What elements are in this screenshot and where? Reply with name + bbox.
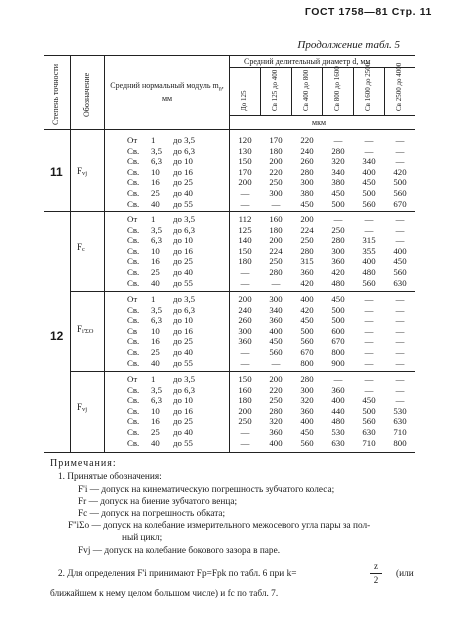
table-cell: 150 xyxy=(238,245,252,256)
table-cell: — xyxy=(364,145,374,156)
module-range: Св. 6,3 до 10 xyxy=(127,156,193,167)
table-cell: — xyxy=(364,135,374,145)
module-range: Св. 25 до 40 xyxy=(127,188,193,198)
module-range: Св. 16 до 25 xyxy=(127,336,193,347)
table-cell: 420 xyxy=(331,267,345,277)
module-range: Св. 25 до 40 xyxy=(127,347,193,357)
module-range: Св. 25 до 40 xyxy=(127,267,193,277)
table-cell: 560 xyxy=(269,347,283,357)
table-cell: — xyxy=(240,437,250,448)
table-cell: 560 xyxy=(362,416,376,427)
module-range: Св. 6,3 до 10 xyxy=(127,395,193,406)
table-cell: 120 xyxy=(238,135,252,145)
table-cell: 380 xyxy=(331,177,345,188)
table-cell: 560 xyxy=(362,198,376,209)
table-cell: 280 xyxy=(331,145,345,156)
accuracy-degree: 12 xyxy=(50,329,64,343)
table-cell: 560 xyxy=(393,267,407,277)
note-def-5: Fvj — допуск на колебание бокового зазора в паре. xyxy=(78,546,281,556)
table-cell: 360 xyxy=(331,256,345,267)
module-range: Св. 6,3 до 10 xyxy=(127,235,193,246)
table-cell: 160 xyxy=(269,214,283,224)
table-cell: 112 xyxy=(238,214,252,224)
degree-divider xyxy=(44,211,70,212)
table-cell: 500 xyxy=(331,315,345,326)
table-cell: 450 xyxy=(300,198,314,209)
module-range: Св. 16 до 25 xyxy=(127,177,193,188)
table-cell: 450 xyxy=(269,336,283,347)
table-cell: 200 xyxy=(238,405,252,416)
table-cell: 250 xyxy=(269,395,283,406)
module-range: Св. 16 до 25 xyxy=(127,416,193,427)
table-cell: 300 xyxy=(300,177,314,188)
row-designation: $F_{vj}$ xyxy=(77,402,88,413)
table-cell: 800 xyxy=(300,357,314,368)
table-cell: 220 xyxy=(269,166,283,177)
table-cell: 220 xyxy=(300,135,314,145)
note-def-4: F''iΣo — допуск на колебание измерительного межосевого угла пары за пол- xyxy=(68,521,371,531)
table-cell: 400 xyxy=(269,325,283,336)
col-divider-degree xyxy=(70,55,71,452)
table-cell: 800 xyxy=(393,437,407,448)
table-cell: 360 xyxy=(269,315,283,326)
table-cell: 250 xyxy=(331,224,345,235)
row-designation: $F_{vj}$ xyxy=(77,166,88,177)
table-cell: — xyxy=(395,214,405,224)
table-cell: 320 xyxy=(269,416,283,427)
table-cell: 300 xyxy=(269,188,283,198)
col-divider-d2 xyxy=(291,67,292,115)
table-cell: 800 xyxy=(331,347,345,357)
table-cell: — xyxy=(271,357,281,368)
tolerance-table xyxy=(44,55,415,452)
notes-title: Примечания: xyxy=(50,458,117,469)
table-cell: 450 xyxy=(300,427,314,437)
table-cell: 450 xyxy=(362,395,376,406)
table-cell: 260 xyxy=(238,315,252,326)
header-diameter-range: Св 125 до 400 xyxy=(271,69,279,111)
table-cell: 630 xyxy=(362,427,376,437)
table-cell: — xyxy=(364,315,374,326)
table-cell: 250 xyxy=(269,177,283,188)
table-cell: 315 xyxy=(362,235,376,246)
note-item-1: 1. Принятые обозначения: xyxy=(58,472,162,482)
table-cell: 160 xyxy=(238,384,252,395)
table-cell: 140 xyxy=(238,235,252,246)
table-cell: 280 xyxy=(300,245,314,256)
table-cell: 150 xyxy=(238,156,252,167)
table-cell: 260 xyxy=(300,156,314,167)
table-cell: 500 xyxy=(362,405,376,416)
table-cell: 400 xyxy=(393,245,407,256)
note-def-2: Fr — допуск на биение зубчатого венца; xyxy=(78,497,238,507)
table-cell: 240 xyxy=(300,145,314,156)
table-cell: — xyxy=(395,347,405,357)
note-def-4-cont: ный цикл; xyxy=(122,533,163,543)
accuracy-degree: 11 xyxy=(50,165,63,179)
table-cell: — xyxy=(395,304,405,315)
table-cell: 200 xyxy=(238,294,252,304)
col-divider-designation xyxy=(104,55,105,452)
table-cell: 240 xyxy=(238,304,252,315)
table-cell: — xyxy=(395,135,405,145)
module-range: От 1 до 3,5 xyxy=(127,214,196,224)
note-item-2-cont: ближайшем к нему целом большом числе) и fc по табл. 7. xyxy=(50,589,279,599)
fraction-numerator: z xyxy=(374,561,378,571)
table-cell: 420 xyxy=(300,277,314,288)
unit-row-divider xyxy=(229,115,415,116)
header-diameter-range: Св 1600 до 2500 xyxy=(364,62,372,111)
table-cell: 560 xyxy=(362,277,376,288)
table-cell: — xyxy=(395,315,405,326)
table-cell: — xyxy=(240,357,250,368)
table-cell: 500 xyxy=(362,188,376,198)
table-cell: 220 xyxy=(269,384,283,395)
module-range: От 1 до 3,5 xyxy=(127,135,196,145)
table-cell: 224 xyxy=(300,224,314,235)
table-cell: 280 xyxy=(331,235,345,246)
table-cell: 710 xyxy=(393,427,407,437)
table-cell: 630 xyxy=(393,277,407,288)
table-cell: — xyxy=(364,294,374,304)
table-cell: — xyxy=(364,304,374,315)
table-cell: 300 xyxy=(300,384,314,395)
table-cell: — xyxy=(333,214,343,224)
col-divider-d4 xyxy=(353,67,354,115)
module-range: Св. 3,5 до 6,3 xyxy=(127,224,196,235)
table-cell: 180 xyxy=(269,145,283,156)
table-cell: 450 xyxy=(331,294,345,304)
header-diameter-range: Св 2500 до 4000 xyxy=(395,62,403,111)
table-cell: 530 xyxy=(331,427,345,437)
header-designation: Обозначение xyxy=(82,72,91,117)
table-cell: 300 xyxy=(269,294,283,304)
table-cell: 480 xyxy=(331,416,345,427)
table-cell: 560 xyxy=(300,437,314,448)
table-cell: 400 xyxy=(362,256,376,267)
table-cell: — xyxy=(364,224,374,235)
table-cell: 480 xyxy=(362,267,376,277)
table-cell: 400 xyxy=(362,166,376,177)
table-cell: — xyxy=(271,198,281,209)
group-divider-1 xyxy=(70,211,415,212)
row-designation: $F_{i'\Sigma O}$ xyxy=(77,324,94,335)
header-diameter: Средний делительный диаметр d, мм xyxy=(244,57,371,66)
table-cell: 400 xyxy=(331,395,345,406)
module-range: Св. 3,5 до 6,3 xyxy=(127,384,196,395)
table-cell: 180 xyxy=(238,256,252,267)
table-cell: 500 xyxy=(331,198,345,209)
table-cell: 280 xyxy=(300,374,314,384)
module-range: Св. 25 до 40 xyxy=(127,427,193,437)
table-cell: — xyxy=(364,325,374,336)
header-module: Средний нормальный модуль $m_n$, мм xyxy=(110,81,224,104)
table-cell: 420 xyxy=(393,166,407,177)
table-cell: 170 xyxy=(238,166,252,177)
table-cell: 670 xyxy=(393,198,407,209)
table-cell: 340 xyxy=(362,156,376,167)
table-cell: 170 xyxy=(269,135,283,145)
table-cell: 180 xyxy=(238,395,252,406)
table-cell: 560 xyxy=(393,188,407,198)
table-cell: 400 xyxy=(300,416,314,427)
table-cell: — xyxy=(395,395,405,406)
table-cell: — xyxy=(240,198,250,209)
table-cell: 125 xyxy=(238,224,252,235)
module-range: Св. 6,3 до 10 xyxy=(127,315,193,326)
table-cell: 630 xyxy=(393,416,407,427)
module-range: От 1 до 3,5 xyxy=(127,374,196,384)
table-cell: — xyxy=(271,277,281,288)
fraction-denominator: 2 xyxy=(373,575,379,585)
module-range: Св. 10 до 16 xyxy=(127,405,193,416)
table-cell: 500 xyxy=(300,325,314,336)
module-range: От 1 до 3,5 xyxy=(127,294,196,304)
table-cell: — xyxy=(395,294,405,304)
table-cell: 130 xyxy=(238,145,252,156)
table-cell: 360 xyxy=(300,405,314,416)
table-cell: 320 xyxy=(300,395,314,406)
table-cell: — xyxy=(395,156,405,167)
module-range: Св. 10 до 16 xyxy=(127,166,193,177)
table-cell: — xyxy=(364,336,374,347)
table-cell: — xyxy=(240,277,250,288)
table-cell: 400 xyxy=(300,294,314,304)
group-divider-3 xyxy=(70,371,415,372)
table-continuation-caption: Продолжение табл. 5 xyxy=(297,39,400,51)
table-cell: — xyxy=(395,357,405,368)
module-range: Св. 40 до 55 xyxy=(127,198,193,209)
table-cell: — xyxy=(240,427,250,437)
table-cell: 360 xyxy=(300,267,314,277)
table-cell: 250 xyxy=(300,235,314,246)
table-cell: 480 xyxy=(331,277,345,288)
note-def-3: Fc — допуск на погрешность обката; xyxy=(78,509,226,519)
table-cell: 224 xyxy=(269,245,283,256)
table-cell: 900 xyxy=(331,357,345,368)
table-cell: 710 xyxy=(362,437,376,448)
col-divider-d1 xyxy=(260,67,261,115)
header-unit: мкм xyxy=(312,118,327,127)
header-diameter-range: До 125 xyxy=(240,90,248,111)
table-cell: — xyxy=(240,347,250,357)
table-cell: — xyxy=(364,357,374,368)
table-cell: — xyxy=(240,188,250,198)
group-divider-2 xyxy=(70,291,415,292)
col-divider-d5 xyxy=(384,67,385,115)
row-designation: $F_c$ xyxy=(77,242,85,253)
table-cell: — xyxy=(395,235,405,246)
table-cell: 500 xyxy=(331,304,345,315)
table-cell: 320 xyxy=(331,156,345,167)
table-cell: 360 xyxy=(269,427,283,437)
header-diameter-range: Св 400 до 800 xyxy=(302,69,310,111)
table-cell: 200 xyxy=(269,156,283,167)
table-cell: — xyxy=(333,374,343,384)
table-cell: 200 xyxy=(269,374,283,384)
table-cell: — xyxy=(395,384,405,395)
col-divider-module xyxy=(229,55,230,452)
table-cell: 200 xyxy=(238,177,252,188)
module-range: Св. 40 до 55 xyxy=(127,437,193,448)
table-cell: — xyxy=(395,224,405,235)
table-cell: 450 xyxy=(393,256,407,267)
table-cell: — xyxy=(364,374,374,384)
table-cell: 200 xyxy=(300,214,314,224)
table-cell: 530 xyxy=(393,405,407,416)
table-cell: — xyxy=(364,347,374,357)
table-cell: — xyxy=(364,214,374,224)
table-cell: — xyxy=(395,325,405,336)
table-cell: 560 xyxy=(300,336,314,347)
table-cell: 450 xyxy=(300,315,314,326)
table-cell: 300 xyxy=(238,325,252,336)
table-cell: — xyxy=(395,336,405,347)
table-cell: 450 xyxy=(331,188,345,198)
table-cell: 670 xyxy=(300,347,314,357)
table-cell: 200 xyxy=(269,235,283,246)
table-cell: 150 xyxy=(238,374,252,384)
table-cell: 315 xyxy=(300,256,314,267)
table-cell: 250 xyxy=(238,416,252,427)
table-cell: 400 xyxy=(269,437,283,448)
module-range: Св. 40 до 55 xyxy=(127,277,193,288)
col-divider-d3 xyxy=(322,67,323,115)
note-item-2-tail: (или xyxy=(396,569,414,579)
table-cell: 420 xyxy=(300,304,314,315)
table-cell: 600 xyxy=(331,325,345,336)
table-cell: — xyxy=(395,145,405,156)
table-cell: 450 xyxy=(362,177,376,188)
table-cell: — xyxy=(364,384,374,395)
module-range: Св. 40 до 55 xyxy=(127,357,193,368)
table-cell: 670 xyxy=(331,336,345,347)
table-cell: 340 xyxy=(269,304,283,315)
table-cell: 440 xyxy=(331,405,345,416)
header-degree: Степень точности xyxy=(51,63,60,125)
table-cell: 280 xyxy=(300,166,314,177)
page-header xyxy=(0,2,452,22)
table-cell: 300 xyxy=(331,245,345,256)
table-bottom-border xyxy=(44,452,415,453)
module-range: Св 10 до 16 xyxy=(127,325,193,336)
table-cell: 500 xyxy=(393,177,407,188)
table-cell: 340 xyxy=(331,166,345,177)
module-range: Св. 3,5 до 6,3 xyxy=(127,304,196,315)
module-range: Св. 10 до 16 xyxy=(127,245,193,256)
table-cell: 180 xyxy=(269,224,283,235)
note-def-1: F'i — допуск на кинематическую погрешность зубчатого колеса; xyxy=(78,485,335,495)
table-cell: 380 xyxy=(300,188,314,198)
table-cell: — xyxy=(333,135,343,145)
fraction-bar xyxy=(370,573,382,574)
table-cell: 280 xyxy=(269,405,283,416)
note-item-2: 2. Для определения F'i принимают Fp=Fpk по табл. 6 при k= xyxy=(58,569,297,579)
table-cell: 250 xyxy=(269,256,283,267)
module-range: Св. 3,5 до 6,3 xyxy=(127,145,196,156)
table-cell: 360 xyxy=(331,384,345,395)
module-range: Св. 16 до 25 xyxy=(127,256,193,267)
table-cell: — xyxy=(240,267,250,277)
table-cell: — xyxy=(395,374,405,384)
table-cell: 360 xyxy=(238,336,252,347)
header-diameter-range: Св 800 до 1600 xyxy=(333,66,341,111)
table-cell: 355 xyxy=(362,245,376,256)
document-code: ГОСТ 1758—81 Стр. 11 xyxy=(304,6,432,18)
table-cell: 630 xyxy=(331,437,345,448)
table-cell: 280 xyxy=(269,267,283,277)
